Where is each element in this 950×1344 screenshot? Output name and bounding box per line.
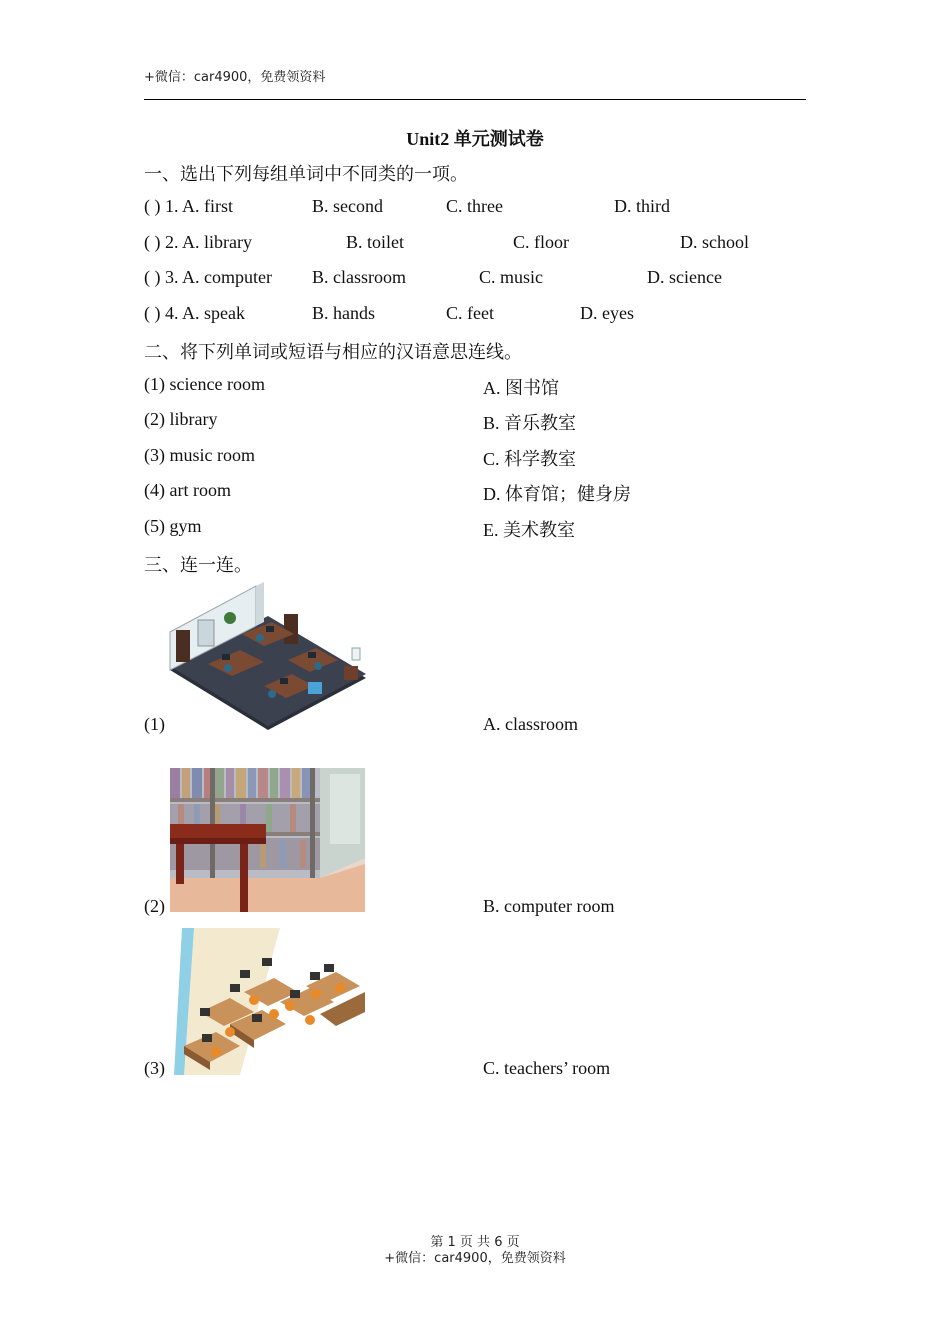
question-4-option-c: C. feet	[446, 303, 494, 323]
match-right-item: B. 音乐教室	[483, 413, 577, 433]
question-4-option-a: ( ) 4. A. speak	[144, 303, 245, 323]
section2-heading: 二、将下列单词或短语与相应的汉语意思连线。	[144, 342, 522, 362]
match-right-item: C. 科学教室	[483, 449, 577, 469]
match-right-item: A. 图书馆	[483, 378, 559, 398]
question-2-option-c: C. floor	[513, 232, 569, 252]
question-1-option-a: ( ) 1. A. first	[144, 196, 233, 216]
question-1-option-d: D. third	[614, 196, 670, 216]
teachers-office-illustration	[168, 582, 368, 732]
match-right-item: E. 美术教室	[483, 520, 575, 540]
question-1-option-c: C. three	[446, 196, 503, 216]
question-3-option-b: B. classroom	[312, 267, 406, 287]
picture-answer-a: A. classroom	[483, 714, 578, 734]
question-4-option-b: B. hands	[312, 303, 375, 323]
match-left-item: (2) library	[144, 409, 218, 429]
question-3-option-a: ( ) 3. A. computer	[144, 267, 272, 287]
header-note: +微信：car4900，免费领资料	[144, 70, 326, 85]
picture-3-number: (3)	[144, 1058, 165, 1078]
header-divider	[144, 99, 806, 100]
question-2-option-b: B. toilet	[346, 232, 404, 252]
match-left-item: (3) music room	[144, 445, 255, 465]
page-number: 第 1 页 共 6 页	[430, 1235, 520, 1250]
section1-heading: 一、选出下列每组单词中不同类的一项。	[144, 164, 468, 184]
question-row	[144, 196, 804, 222]
question-4-option-d: D. eyes	[580, 303, 634, 323]
question-2-option-a: ( ) 2. A. library	[144, 232, 252, 252]
match-right-item: D. 体育馆；健身房	[483, 484, 631, 504]
computer-room-illustration	[170, 928, 365, 1075]
match-left-item: (4) art room	[144, 480, 231, 500]
question-2-option-d: D. school	[680, 232, 749, 252]
question-3-option-c: C. music	[479, 267, 544, 287]
picture-2-number: (2)	[144, 896, 165, 916]
library-illustration	[170, 768, 365, 912]
match-left-item: (5) gym	[144, 516, 202, 536]
page-title: Unit2 单元测试卷	[406, 129, 544, 149]
picture-answer-c: C. teachers’ room	[483, 1058, 611, 1078]
question-3-option-d: D. science	[647, 267, 722, 287]
question-1-option-b: B. second	[312, 196, 383, 216]
picture-1-number: (1)	[144, 714, 165, 734]
footer-note: +微信：car4900，免费领资料	[384, 1251, 566, 1266]
section3-heading: 三、连一连。	[144, 555, 252, 575]
match-left-item: (1) science room	[144, 374, 265, 394]
question-row	[144, 303, 804, 329]
question-row	[144, 267, 804, 293]
picture-answer-b: B. computer room	[483, 896, 615, 916]
question-row	[144, 232, 804, 258]
